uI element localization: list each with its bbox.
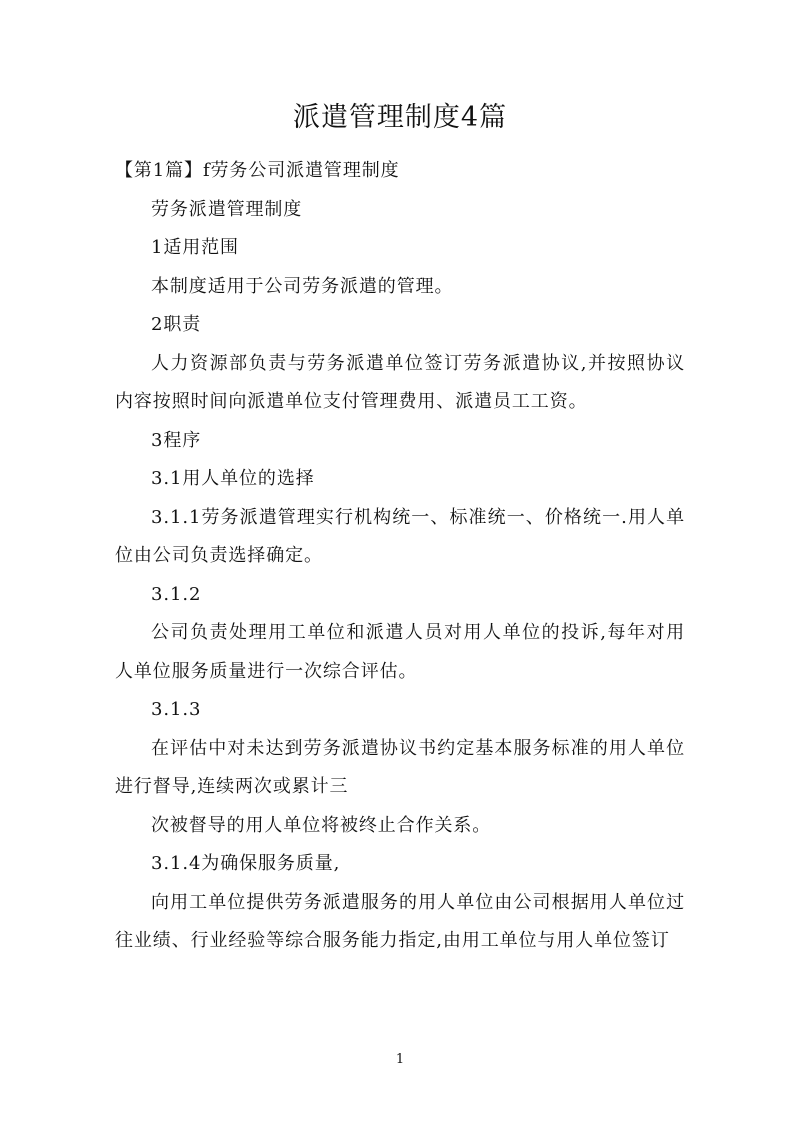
section-heading: 【第1篇】f劳务公司派遣管理制度: [115, 160, 400, 181]
paragraph: 3.1.3: [151, 699, 202, 720]
paragraph: 3程序: [151, 429, 202, 451]
document-title: 派遣管理制度4篇: [292, 102, 508, 133]
paragraph: 在评估中对未达到劳务派遣协议书约定基本服务标准的用人单位进行督导,连续两次或累计三: [115, 737, 685, 797]
paragraph: 向用工单位提供劳务派遣服务的用人单位由公司根据用人单位过往业绩、行业经验等综合服务能力指定,由用工单位与用人单位签订: [115, 891, 685, 951]
paragraph: 本制度适用于公司劳务派遣的管理。: [151, 275, 454, 297]
paragraph: 次被督导的用人单位将被终止合作关系。: [151, 814, 492, 836]
paragraph: 3.1.1劳务派遣管理实行机构统一、标准统一、价格统一.用人单位由公司负责选择确定。: [115, 506, 685, 566]
document-body: [115, 152, 685, 961]
paragraph: 3.1.4为确保服务质量,: [151, 853, 341, 874]
paragraph: 劳务派遣管理制度: [151, 198, 303, 220]
paragraph: 3.1.2: [151, 583, 202, 605]
paragraph: 3.1用人单位的选择: [151, 468, 315, 489]
paragraph: 公司负责处理用工单位和派遣人员对用人单位的投诉,每年对用人单位服务质量进行一次综合评估。: [115, 622, 685, 682]
paragraph: 人力资源部负责与劳务派遣单位签订劳务派遣协议,并按照协议内容按照时间向派遣单位支付管理费用、派遣员工工资。: [115, 352, 685, 412]
page-number: 1: [395, 1052, 405, 1067]
paragraph: 2职责: [151, 314, 202, 335]
paragraph: 1适用范围: [151, 237, 239, 258]
